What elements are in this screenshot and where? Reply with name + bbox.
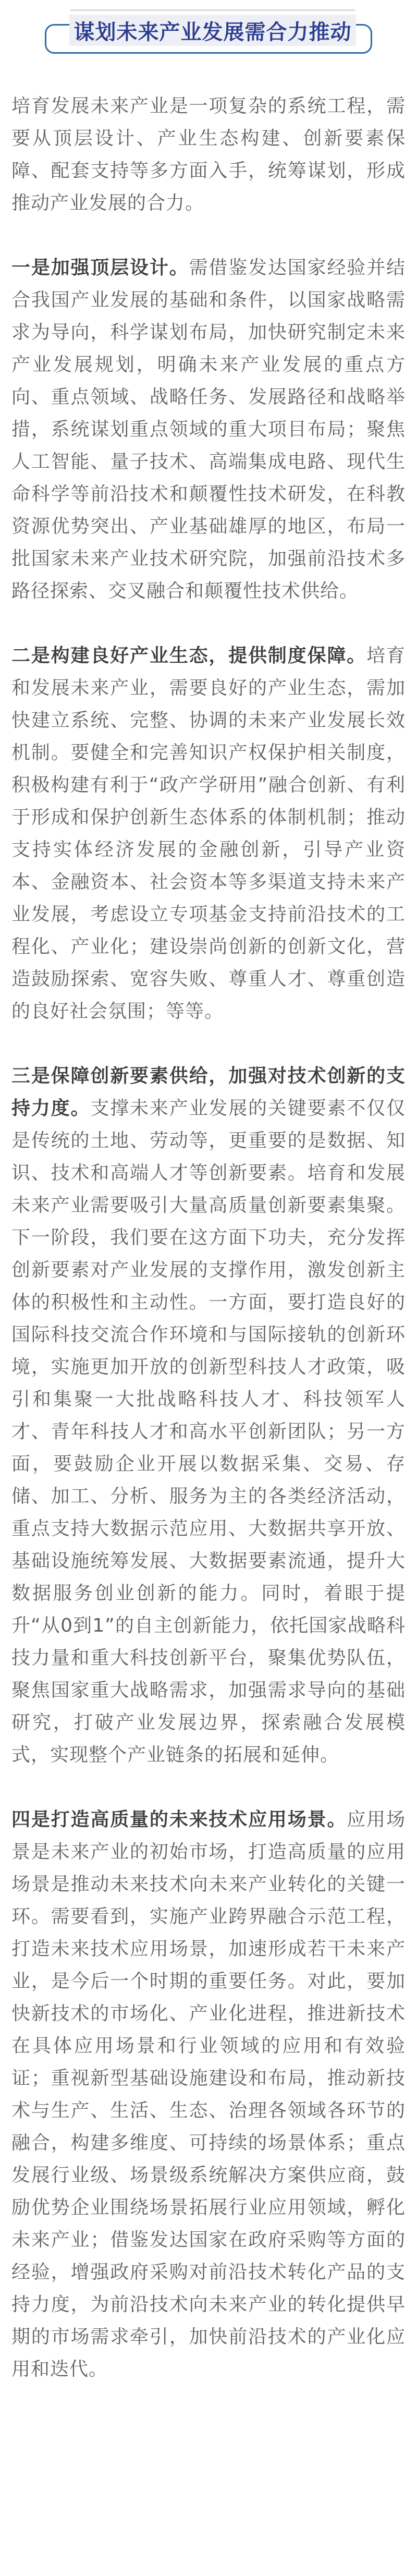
page-title: 谋划未来产业发展需合力推动 [69,15,356,46]
paragraph-lead: 四是打造高质量的未来技术应用场景。 [11,1809,347,1830]
paragraph-lead: 三是保障创新要素供给，加强对技术创新的支持力度。 [11,1065,406,1119]
article-body [0,54,417,2405]
badge-top-line [70,9,355,11]
paragraph [11,252,406,607]
paragraph-text: 应用场景是未来产业的初始市场，打造高质量的应用场景是推动未来技术向未来产业转化的关键一环。需要看到，实施产业跨界融合示范工程，打造未来技术应用场景，加速形成若干未来产业，是今后一个时期的重要任务。对此，要加快新技术的市场化、产业化进程，推进新技术在具体应用场景和行业领域的应用和有效验证；重视新型基础设施建设和布局，推动新技术与生产、生活、生态、治理各领域各环节的融合，构建多维度、可持续的场景体系；重点发展行业级、场景级系统解决方案供应商，鼓励优势企业围绕场景拓展行业应用领域，孵化未来产业；借鉴发达国家在政府采购等方面的经验，增强政府采购对前沿技术转化产品的支持力度，为前沿技术向未来产业的转化提供早期的市场需求牵引，加快前沿技术的产业化应用和迭代。 [11,1809,406,2380]
paragraph-lead: 一是加强顶层设计。 [11,257,189,278]
paragraph-lead: 二是构建良好产业生态，提供制度保障。 [11,645,367,666]
paragraph-text: 支撑未来产业发展的关键要素不仅仅是传统的土地、劳动等，更重要的是数据、知识、技术和高端人才等创新要素。培育和发展未来产业需要吸引大量高质量创新要素集聚。下一阶段，我们要在这方面下功夫，充分发挥创新要素对产业发展的支撑作用，激发创新主体的积极性和主动性。一方面，要打造良好的国际科技交流合作环境和与国际接轨的创新环境，实施更加开放的创新型科技人才政策，吸引和集聚一大批战略科技人才、科技领军人才、青年科技人才和高水平创新团队；另一方面，要鼓励企业开展以数据采集、交易、存储、加工、分析、服务为主的各类经济活动，重点支持大数据示范应用、大数据共享开放、基础设施统筹发展、大数据要素流通，提升大数据服务创业创新的能力。同时，着眼于提升“从0到1”的自主创新能力，依托国家战略科技力量和重大科技创新平台，聚集优势队伍，聚焦国家重大战略需求，加强需求导向的基础研究，打破产业发展边界，探索融合发展模式，实现整个产业链条的拓展和延伸。 [11,1098,406,1766]
title-badge [0,0,417,54]
paragraph [11,1804,406,2386]
paragraph-text: 培育和发展未来产业，需要良好的产业生态，需加快建立系统、完整、协调的未来产业发展长效机制。要健全和完善知识产权保护相关制度，积极构建有利于“政产学研用”融合创新、有利于形成和保护创新生态体系的体制机制；推动支持实体经济发展的金融创新，引导产业资本、金融资本、社会资本等多渠道支持未来产业发展，考虑设立专项基金支持前沿技术的工程化、产业化；建设崇尚创新的创新文化，营造鼓励探索、宽容失败、尊重人才、尊重创造的良好社会氛围；等等。 [11,645,406,1022]
paragraph-text: 需借鉴发达国家经验并结合我国产业发展的基础和条件，以国家战略需求为导向，科学谋划布局，加快研究制定未来产业发展规划，明确未来产业发展的重点方向、重点领域、战略任务、发展路径和战略举措，系统谋划重点领域的重大项目布局；聚焦人工智能、量子技术、高端集成电路、现代生命科学等前沿技术和颠覆性技术研发，在科教资源优势突出、产业基础雄厚的地区，布局一批国家未来产业技术研究院，加强前沿技术多路径探索、交叉融合和颠覆性技术供给。 [11,257,406,602]
paragraph [11,640,406,1028]
paragraph [11,1060,406,1771]
paragraph [11,90,406,220]
paragraph-text: 培育发展未来产业是一项复杂的系统工程，需要从顶层设计、产业生态构建、创新要素保障、配套支持等多方面入手，统筹谋划，形成推动产业发展的合力。 [11,95,406,214]
